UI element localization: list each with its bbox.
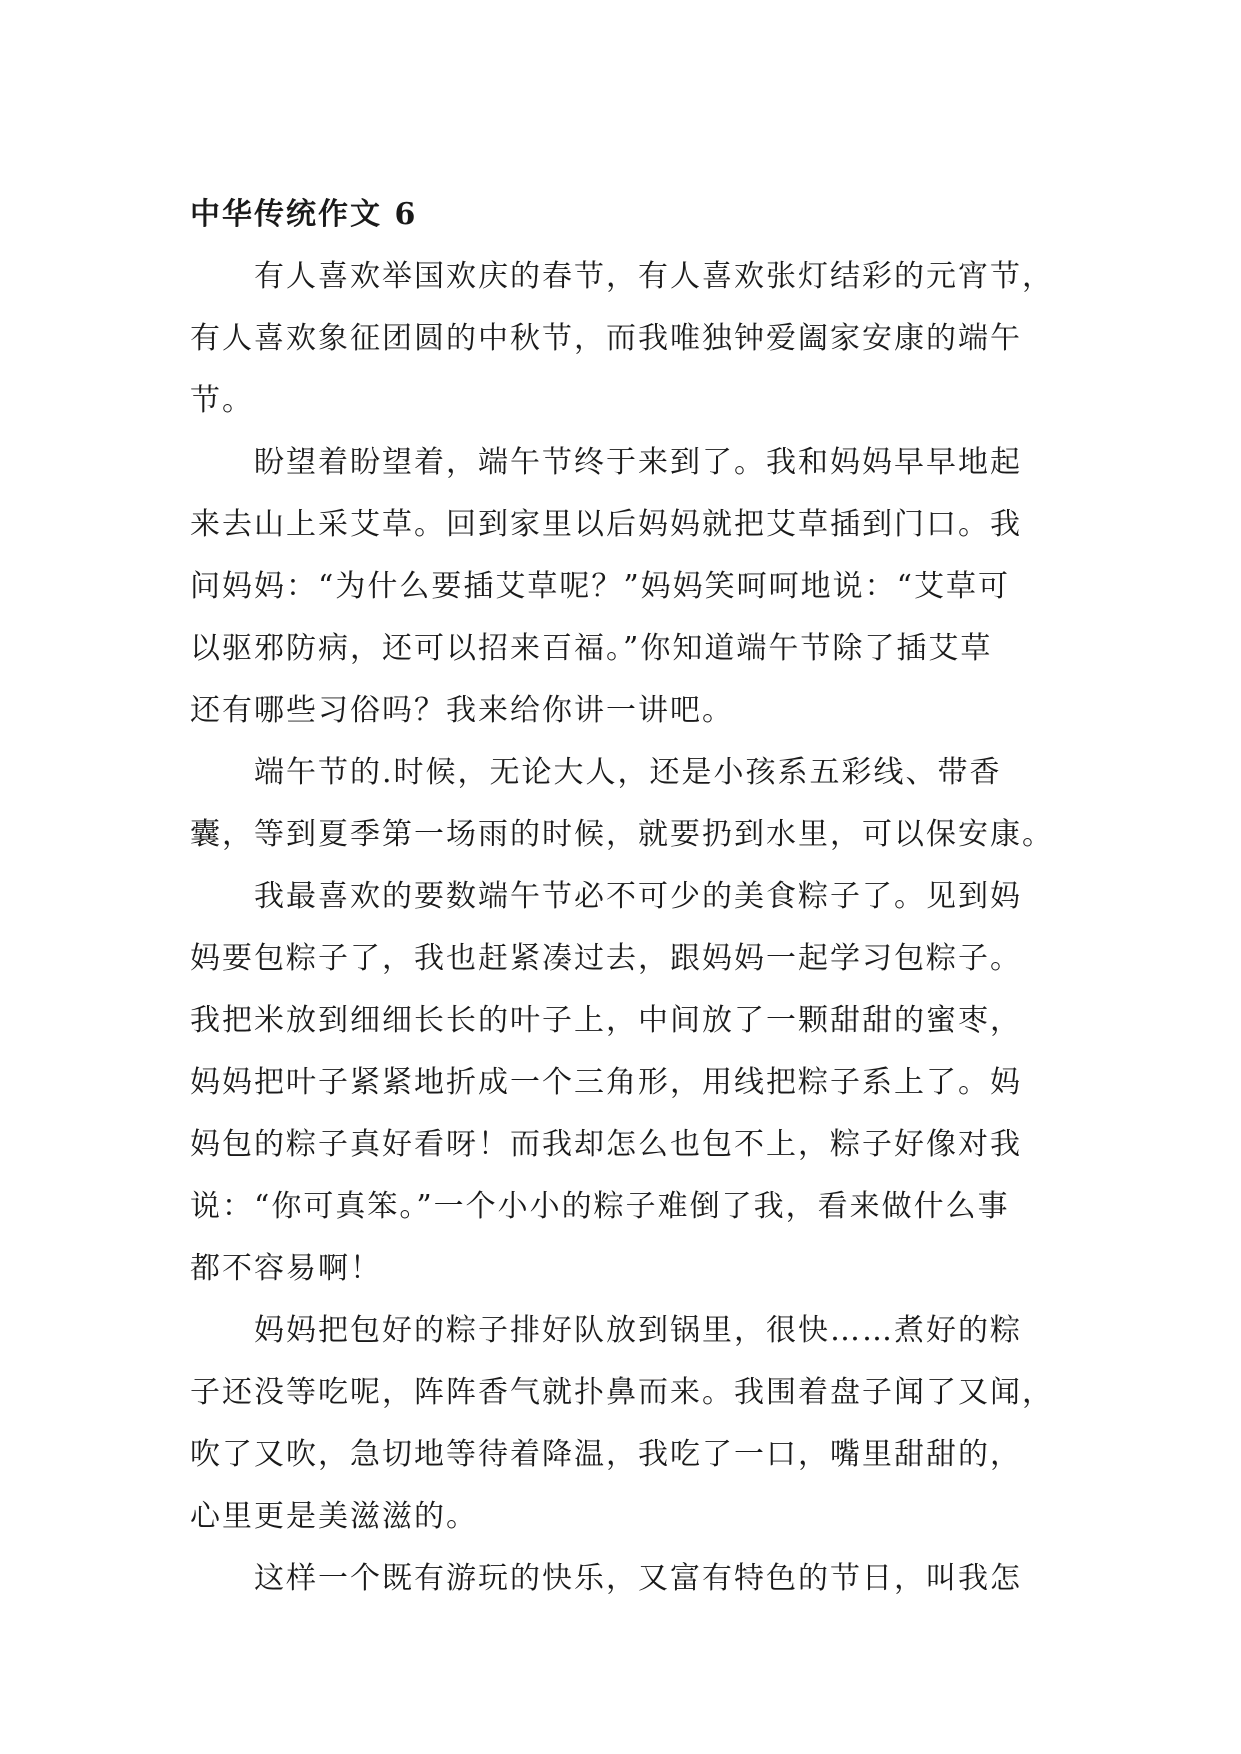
text-line: 妈妈把包好的粽子排好队放到锅里，很快……煮好的粽 [254,1313,1022,1348]
text-line: 我把米放到细细长长的叶子上，中间放了一颗甜甜的蜜枣， [190,1003,1022,1038]
text-line: 节。 [190,383,254,418]
text-line: 妈妈把叶子紧紧地折成一个三角形，用线把粽子系上了。妈 [190,1065,1022,1100]
text-line: 有人喜欢象征团圆的中秋节，而我唯独钟爱阖家安康的端午 [190,321,1022,356]
paragraph-3 [190,742,1090,866]
text-line: 有人喜欢举国欢庆的春节，有人喜欢张灯结彩的元宵节， [254,259,1054,294]
paragraph-4 [190,866,1090,1300]
text-line: 妈要包粽子了，我也赶紧凑过去，跟妈妈一起学习包粽子。 [190,941,1022,976]
document-body [190,184,1090,1610]
paragraph-1 [190,246,1090,432]
paragraph-2 [190,432,1090,742]
text-line: 端午节的.时候，无论大人，还是小孩系五彩线、带香 [254,755,1002,790]
text-line: 来去山上采艾草。回到家里以后妈妈就把艾草插到门口。我 [190,507,1022,542]
text-line: 吹了又吹，急切地等待着降温，我吃了一口，嘴里甜甜的， [190,1437,1022,1472]
text-line: 问妈妈：“为什么要插艾草呢？”妈妈笑呵呵地说：“艾草可 [190,569,1011,604]
text-line: 以驱邪防病，还可以招来百福。”你知道端午节除了插艾草 [190,631,993,666]
text-line: 盼望着盼望着，端午节终于来到了。我和妈妈早早地起 [254,445,1022,480]
text-line: 说：“你可真笨。”一个小小的粽子难倒了我，看来做什么事 [190,1189,1010,1224]
text-line: 都不容易啊！ [190,1251,382,1286]
text-line: 囊，等到夏季第一场雨的时候，就要扔到水里，可以保安康。 [190,817,1054,852]
text-line: 这样一个既有游玩的快乐，又富有特色的节日，叫我怎 [254,1561,1022,1596]
paragraph-5 [190,1300,1090,1548]
text-line: 妈包的粽子真好看呀！而我却怎么也包不上，粽子好像对我 [190,1127,1022,1162]
paragraph-6 [190,1548,1090,1610]
text-line: 心里更是美滋滋的。 [190,1499,478,1534]
document-title: 中华传统作文 6 [190,197,418,232]
text-line: 我最喜欢的要数端午节必不可少的美食粽子了。见到妈 [254,879,1022,914]
text-line: 子还没等吃呢，阵阵香气就扑鼻而来。我围着盘子闻了又闻， [190,1375,1054,1410]
text-line: 还有哪些习俗吗？我来给你讲一讲吧。 [190,693,734,728]
